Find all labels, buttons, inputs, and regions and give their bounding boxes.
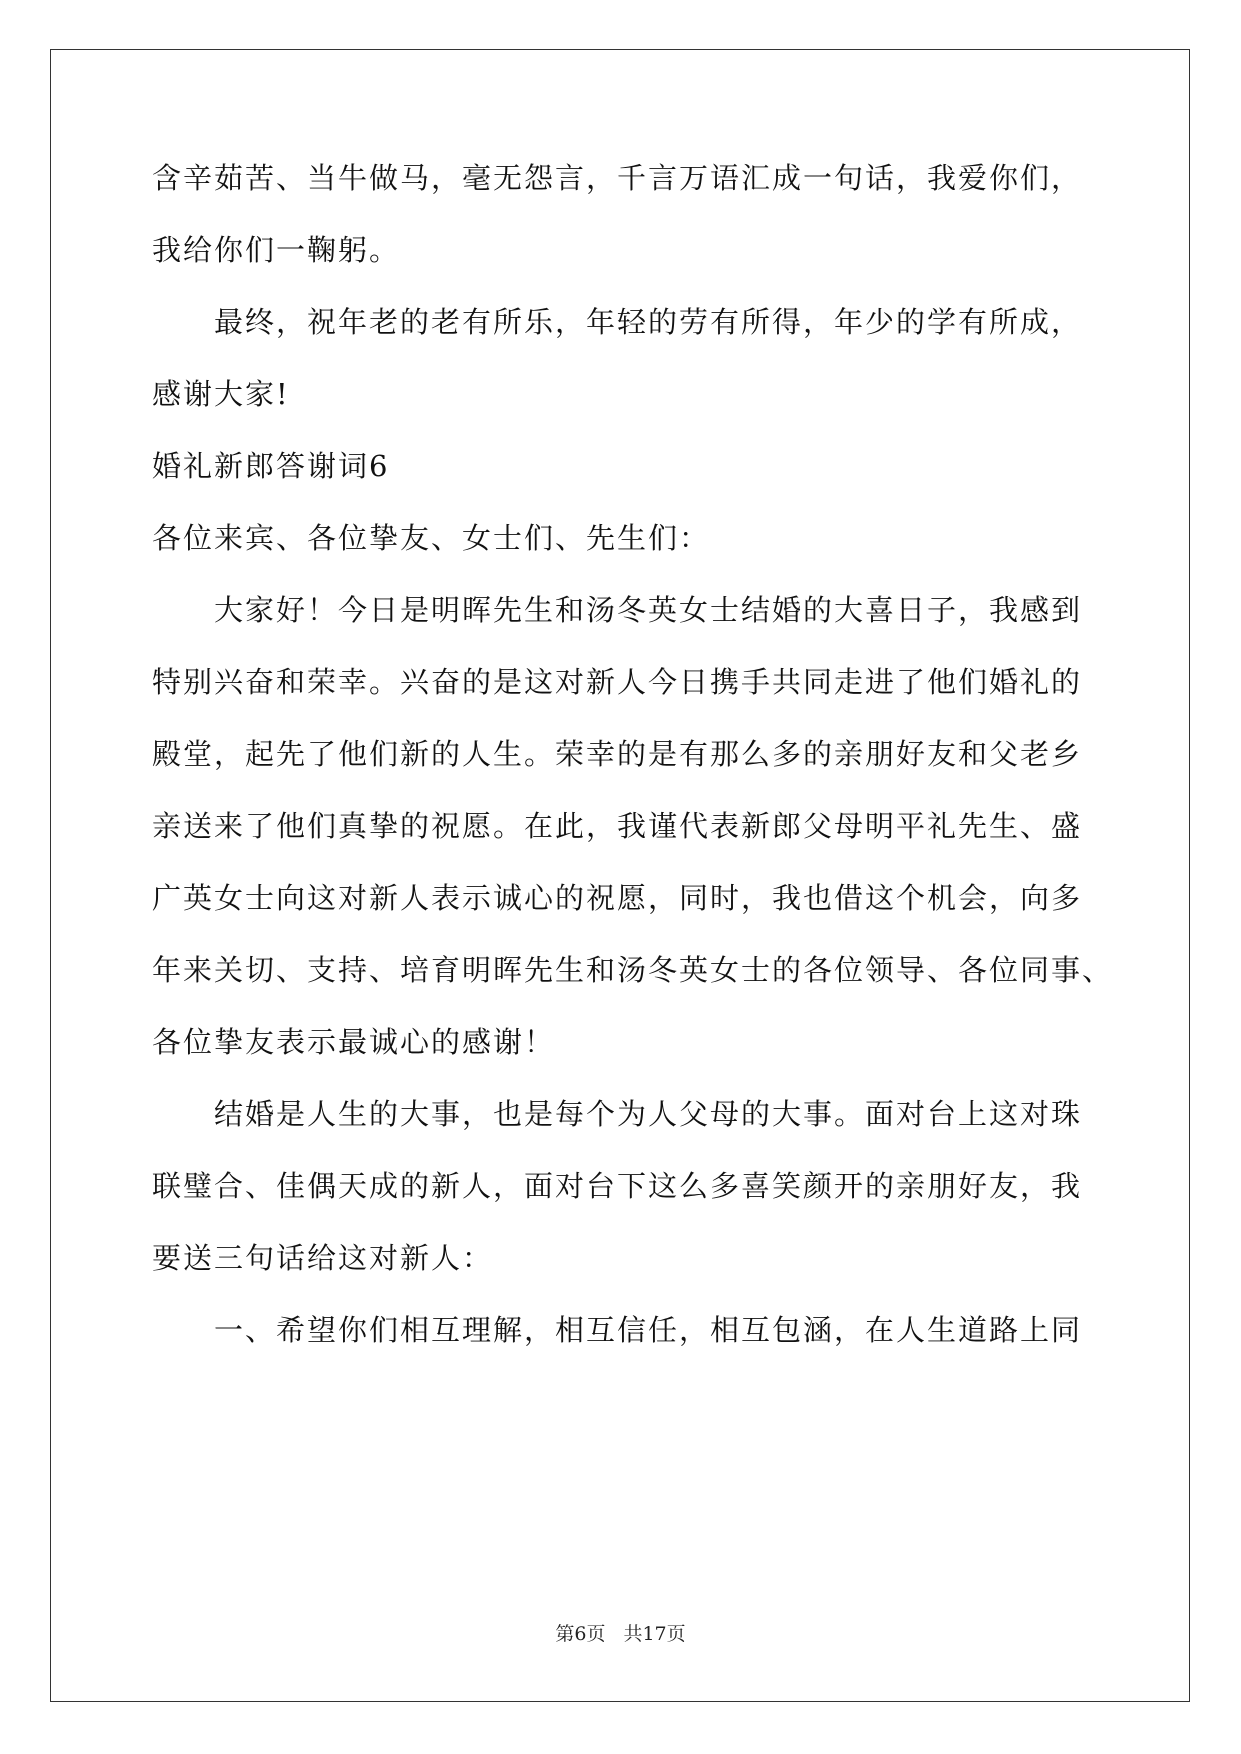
paragraph-line: 感谢大家! <box>152 377 290 411</box>
section-heading: 婚礼新郎答谢词6 <box>152 449 390 483</box>
paragraph-line: 各位挚友表示最诚心的感谢！ <box>152 1025 556 1059</box>
paragraph-line: 最终，祝年老的老有所乐，年轻的劳有所得，年少的学有所成， <box>214 305 1083 339</box>
paragraph-line: 一、希望你们相互理解，相互信任，相互包涵，在人生道路上同 <box>214 1313 1083 1347</box>
paragraph-line: 殿堂，起先了他们新的人生。荣幸的是有那么多的亲朋好友和父老乡 <box>152 737 1083 771</box>
paragraph-line: 亲送来了他们真挚的祝愿。在此，我谨代表新郎父母明平礼先生、盛 <box>152 809 1083 843</box>
salutation: 各位来宾、各位挚友、女士们、先生们： <box>152 521 711 555</box>
paragraph-line: 大家好！今日是明晖先生和汤冬英女士结婚的大喜日子，我感到 <box>214 593 1083 627</box>
paragraph-line: 我给你们一鞠躬。 <box>152 233 401 267</box>
page-border <box>50 49 1190 1702</box>
page-footer <box>0 1622 1241 1646</box>
paragraph-line: 含辛茹苦、当牛做马，毫无怨言，千言万语汇成一句话，我爱你们， <box>152 161 1083 195</box>
page-number: 第6页 <box>555 1623 606 1645</box>
page-total: 共17页 <box>623 1623 686 1645</box>
paragraph-line: 要送三句话给这对新人： <box>152 1241 494 1275</box>
paragraph-line: 联璧合、佳偶天成的新人，面对台下这么多喜笑颜开的亲朋好友，我 <box>152 1169 1083 1203</box>
paragraph-line: 结婚是人生的大事，也是每个为人父母的大事。面对台上这对珠 <box>214 1097 1083 1131</box>
paragraph-line: 特别兴奋和荣幸。兴奋的是这对新人今日携手共同走进了他们婚礼的 <box>152 665 1083 699</box>
paragraph-line: 广英女士向这对新人表示诚心的祝愿，同时，我也借这个机会，向多 <box>152 881 1083 915</box>
paragraph-line: 年来关切、支持、培育明晖先生和汤冬英女士的各位领导、各位同事、 <box>152 953 1114 987</box>
